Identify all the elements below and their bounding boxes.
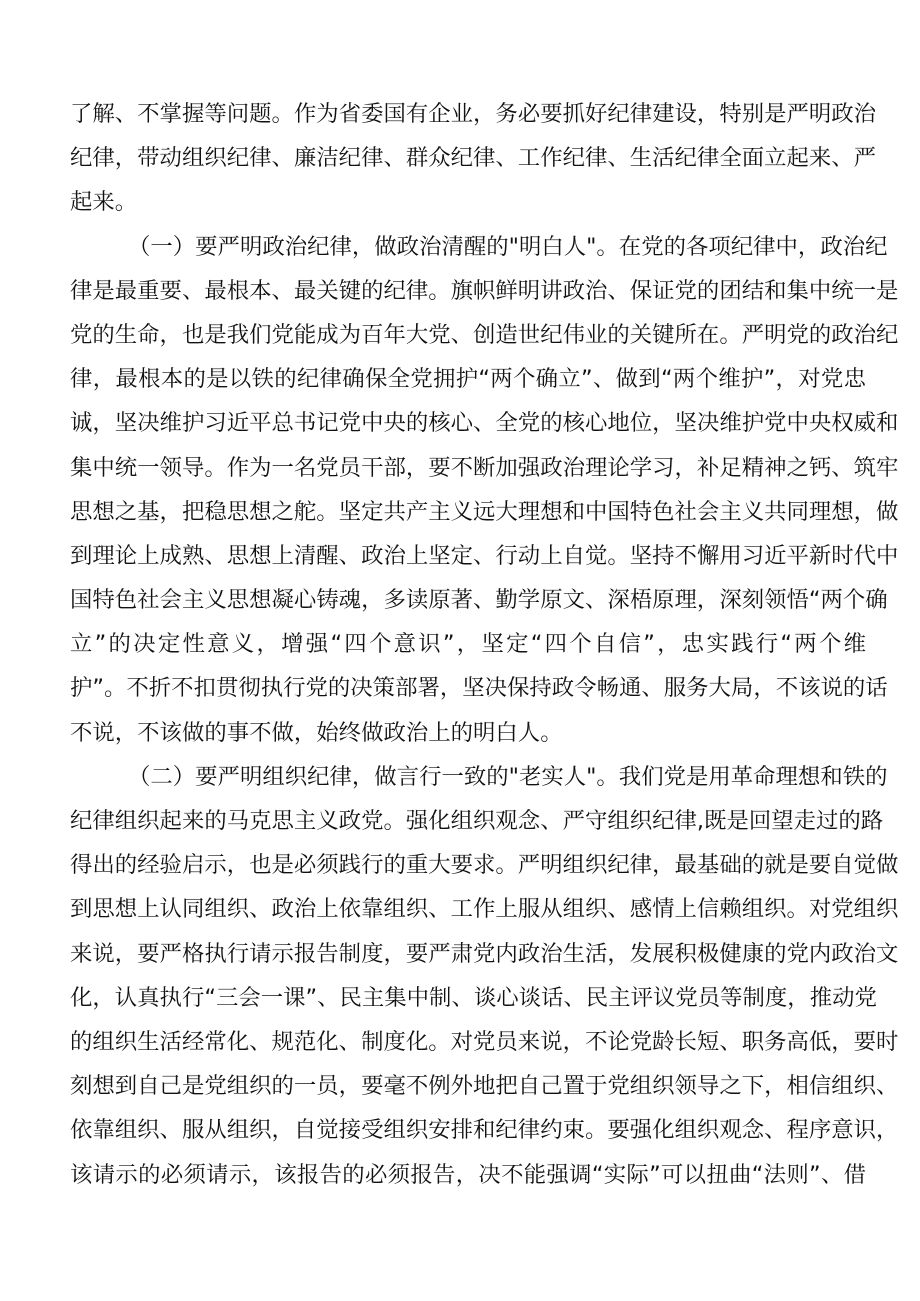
text-line: 集中统一领导。作为一名党员干部，要不断加强政治理论学习，补足精神之钙、筑牢 (70, 454, 899, 481)
text-line: 律是最重要、最根本、最关键的纪律。旗帜鲜明讲政治、保证党的团结和集中统一是 (70, 277, 899, 304)
text-line: 来说，要严格执行请示报告制度，要严肃党内政治生活，发展积极健康的党内政治文 (70, 940, 899, 967)
document-body (70, 92, 899, 1197)
text-line: 国特色社会主义思想凝心铸魂，多读原著、勤学原文、深梧原理，深刻领悟“两个确 (70, 587, 888, 614)
text-line: 律，最根本的是以铁的纪律确保全党拥护“两个确立”、做到“两个维护”，对党忠 (70, 366, 866, 393)
text-line: 党的生命，也是我们党能成为百年大党、创造世纪伟业的关键所在。严明党的政治纪 (70, 321, 899, 348)
text-line: 该请示的必须请示，该报告的必须报告，决不能强调“实际”可以扭曲“法则”、借 (70, 1161, 866, 1188)
text-line: 纪律，带动组织纪律、廉洁纪律、群众纪律、工作纪律、生活纪律全面立起来、严 (70, 145, 877, 172)
text-line: 不说，不该做的事不做，始终做政治上的明白人。 (70, 719, 563, 746)
text-line: （二）要严明组织纪律，做言行一致的"老实人"。我们党是用革命理想和铁的 (128, 763, 888, 790)
text-line: 的组织生活经常化、规范化、制度化。对党员来说，不论党龄长短、职务高低，要时 (70, 1028, 899, 1055)
text-line: 依靠组织、服从组织，自觉接受组织安排和纪律约束。要强化组织观念、程序意识， (70, 1117, 899, 1144)
text-line: 起来。 (70, 189, 138, 216)
text-line: 诚，坚决维护习近平总书记党中央的核心、全党的核心地位，坚决维护党中央权威和 (70, 410, 899, 437)
paragraph-political-discipline (70, 225, 899, 755)
text-line: 化，认真执行“三会一课”、民主集中制、谈心谈话、民主评议党员等制度，推动党 (70, 984, 877, 1011)
text-line: 护”。不折不扣贯彻执行党的决策部署，坚决保持政令畅通、服务大局，不该说的话 (70, 675, 888, 702)
paragraph-discipline-intro (70, 92, 877, 225)
text-line: 立”的决定性意义，增强“四个意识”，坚定“四个自信”，忠实践行“两个维 (70, 631, 866, 658)
text-line: （一）要严明政治纪律，做政治清醒的"明白人"。在党的各项纪律中，政治纪 (128, 233, 888, 260)
text-line: 到理论上成熟、思想上清醒、政治上坚定、行动上自觉。坚持不懈用习近平新时代中 (70, 542, 899, 569)
text-line: 得出的经验启示，也是必须践行的重大要求。严明组织纪律，最基础的就是要自觉做 (70, 852, 899, 879)
paragraph-organizational-discipline (70, 755, 899, 1197)
text-line: 到思想上认同组织、政治上依靠组织、工作上服从组织、感情上信赖组织。对党组织 (70, 896, 899, 923)
text-line: 刻想到自己是党组织的一员，要毫不例外地把自己置于党组织领导之下，相信组织、 (70, 1073, 899, 1100)
text-line: 纪律组织起来的马克思主义政党。强化组织观念、严守组织纪律,既是回望走过的路 (70, 808, 884, 834)
text-line: 思想之基，把稳思想之舵。坚定共产主义远大理想和中国特色社会主义共同理想，做 (70, 498, 899, 525)
text-line: 了解、不掌握等问题。作为省委国有企业，务必要抓好纪律建设，特别是严明政治 (70, 101, 877, 127)
